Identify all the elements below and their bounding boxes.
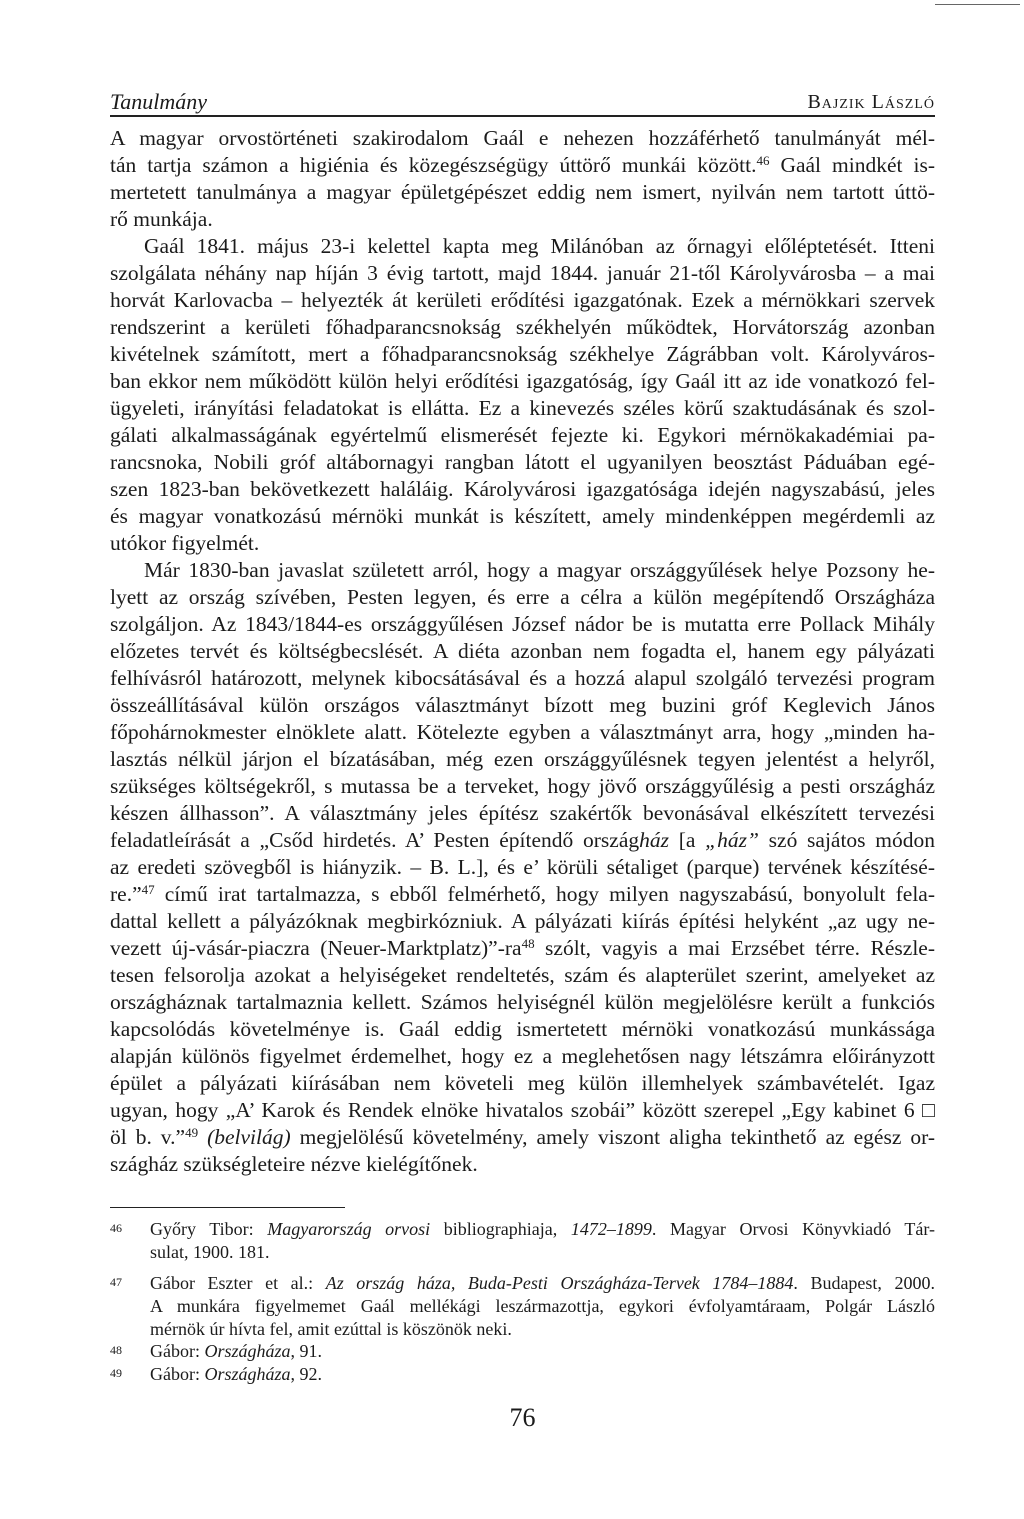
body-line: szükséges költségekről, s mutassa be a terveket, hogy jövő országgyűlésig a pesti országház xyxy=(110,774,935,798)
footnote-line xyxy=(150,1272,935,1295)
footnote-line: A munkára figyelmemet Gaál mellékági leszármazottja, egykori évfolyamtáraam, Polgár László xyxy=(150,1296,935,1316)
footnote-line xyxy=(150,1340,935,1363)
text-segment: [a xyxy=(669,828,706,852)
footnote-separator xyxy=(110,1207,345,1208)
text-segment: Győry Tibor: xyxy=(150,1219,268,1239)
text-segment: bibliographiaja, xyxy=(430,1219,571,1239)
text-segment: című irat tartalmazza, s ebből felmérhető, hogy milyen nagyszabású, bonyolult fela- xyxy=(154,882,935,906)
body-line: kapcsolódás követelménye is. Gaál eddig ismertetett mérnöki vonatkozású munkássága xyxy=(110,1017,935,1041)
footnote-number: 46 xyxy=(110,1221,122,1235)
body-line: épület a pályázati kiírásában nem követeli meg külön illemhelyek számbavételét. Igaz xyxy=(110,1071,935,1095)
scan-edge-line xyxy=(935,4,1020,5)
body-line: dattal kellett a pályázóknak megbirkózniuk. A pályázati kiírás építési helyként „az ugy ne- xyxy=(110,909,935,933)
text-segment: szó sajátos módon xyxy=(758,828,935,852)
text-segment: Gaál mindkét is- xyxy=(769,153,935,177)
footnote-ref-46: 46 xyxy=(756,153,770,168)
page-number: 76 xyxy=(509,1403,536,1432)
body-line: összeállításával külön országos választmányt bízott meg buzini gróf Keglevich János xyxy=(110,693,935,717)
body-line: ügyeleti, irányítási feladatokat is ellátta. Ez a kinevezés széles körű szaktudásának és szol- xyxy=(110,396,935,420)
footnote-49 xyxy=(110,1363,935,1386)
footnote-ref-48: 48 xyxy=(521,936,535,951)
body-line: mertetett tanulmánya a magyar épületgépészet eddig nem ismert, nyilván nem tartott úttö- xyxy=(110,180,935,204)
body-line: szen 1823-ban bekövetkezett haláláig. Károlyvárosi igazgatósága idején nagyszabású, jeles xyxy=(110,477,935,501)
body-line: készen állhasson”. A választmány jeles építész szakértők bevonásával elkészített tervezési xyxy=(110,801,935,825)
body-line xyxy=(110,827,935,854)
footnote-47 xyxy=(110,1272,935,1341)
body-line: szágház szükségleteire nézve kielégítőnek. xyxy=(110,1152,478,1176)
author-name: Bajzik László xyxy=(807,91,935,113)
text-segment: Gábor: xyxy=(150,1341,205,1361)
body-line: országháznak tartalmaznia kellett. Számos helyiségnél külön megjelölésre került a funkciós xyxy=(110,990,935,1014)
body-line: lyett az ország szívében, Pesten legyen, és erre a célra a külön megépítendő Országháza xyxy=(110,585,935,609)
body-line: rancsnoka, Nobili gróf altábornagyi rangban látott el ugyanilyen beosztást Páduában egé- xyxy=(110,450,935,474)
paragraph xyxy=(110,125,935,233)
text-segment: feladatleírását a „Csőd hirdetés. A’ Pesten építendő ország xyxy=(110,828,640,852)
footnote-number: 47 xyxy=(110,1275,122,1289)
italic-segment: Országháza xyxy=(204,1341,291,1361)
body-line: főpohárnokmester elnöklete alatt. Kötelezte egyben a választmányt arra, hogy „minden ha- xyxy=(110,720,935,744)
italic-segment: Országháza xyxy=(204,1364,291,1384)
body-line: az eredeti szövegből is hiányzik. – B. L.], és e’ körüli sétaliget (parque) tervének készítésé- xyxy=(110,855,935,879)
body-line: Már 1830-ban javaslat született arról, hogy a magyar országgyűlések helye Pozsony he- xyxy=(144,558,935,582)
body-line: felhívásról határozott, melynek kibocsátásával és a hozzá alapul szolgáló tervezési program xyxy=(110,666,935,690)
body-line: ban ekkor nem működött külön helyi erődítési igazgatóság, így Gaál itt az ide vonatkozó fel- xyxy=(110,369,935,393)
body-line: rő munkája. xyxy=(110,207,213,231)
running-header xyxy=(110,89,935,115)
footnote-line: mérnök úr hívta fel, amit ezúttal is köszönök neki. xyxy=(150,1319,512,1339)
footnote-ref-49: 49 xyxy=(185,1125,199,1140)
text-segment: megjelölésű követelmény, amely viszont aligha tekinthető az egész or- xyxy=(290,1125,936,1149)
italic-segment: „ház” xyxy=(705,828,759,852)
italic-segment: (belvilág) xyxy=(198,1125,291,1149)
italic-segment: ház xyxy=(639,828,669,852)
body-line: rendszerint a kerületi főhadparancsnokság székhelyén működtek, Horvátország azonban xyxy=(110,315,935,339)
body-line: előzetes tervét és költségbecslését. A diéta azonban nem fogadta el, hanem egy pályázati xyxy=(110,639,935,663)
body-line: utókor figyelmét. xyxy=(110,531,260,555)
body-line: tesen felsorolja azokat a helyiségeket rendeltetés, szám és alapterület szerint, amelyeket az xyxy=(110,963,935,987)
text-segment: Gábor Eszter et al.: xyxy=(150,1273,326,1293)
footnote-line xyxy=(150,1363,935,1386)
body-line: horvát Karlovacba – helyezték át kerületi erődítési igazgatónak. Ezek a mérnökkari szervek xyxy=(110,288,935,312)
text-segment: szólt, vagyis a mai Erzsébet térre. Részle- xyxy=(534,936,935,960)
body-line: kivételnek számított, mert a főhadparancsnokság székhelye Zágrábban volt. Károlyváros- xyxy=(110,342,935,366)
body-line: szolgálata néhány nap híján 3 évig tartott, majd 1844. január 21-től Károlyvárosba – a mai xyxy=(110,261,935,285)
body-line xyxy=(110,152,935,179)
text-segment: . Magyar Orvosi Könyvkiadó Tár- xyxy=(651,1219,935,1239)
footnote-number: 48 xyxy=(110,1343,122,1357)
body-line: szolgáljon. Az 1843/1844-es országgyűlésen József nádor be is mutatta erre Pollack Mihály xyxy=(110,612,935,636)
footnote-line xyxy=(150,1218,935,1241)
footnote-48 xyxy=(110,1340,935,1363)
body-line xyxy=(110,935,935,962)
text-segment: , 92. xyxy=(290,1364,323,1384)
footnote-line: sulat, 1900. 181. xyxy=(150,1242,270,1262)
body-line: A magyar orvostörténeti szakirodalom Gaál e nehezen hozzáférhető tanulmányát mél- xyxy=(110,126,935,150)
paragraph xyxy=(110,557,935,1178)
italic-segment: Az ország háza, Buda-Pesti Országháza-Tervek 1784–1884 xyxy=(325,1273,794,1293)
body-line xyxy=(110,1124,935,1151)
footnote-46 xyxy=(110,1218,935,1264)
body-line xyxy=(110,881,935,908)
body-line: gálati alkalmasságának egyértelmű elismerését fejezte ki. Egykori mérnökakadémiai pa- xyxy=(110,423,935,447)
text-segment: öl b. v.” xyxy=(110,1125,186,1149)
body-line: lasztás nélkül járjon el bízatásában, még ezen országgyűlésnek tegyen jelentést a helyről, xyxy=(110,747,935,771)
footnote-ref-47: 47 xyxy=(141,882,155,897)
italic-segment: 1472–1899 xyxy=(570,1219,652,1239)
italic-segment: Magyarország orvosi xyxy=(267,1219,431,1239)
text-segment: re.” xyxy=(110,882,142,906)
body-line: ugyan, hogy „A’ Karok és Rendek elnöke hivatalos szobái” között szerepel „Egy kabinet 6 □ xyxy=(110,1098,935,1122)
paragraph xyxy=(110,233,935,557)
body-line: Gaál 1841. május 23-i kelettel kapta meg Milánóban az őrnagyi előléptetését. Itteni xyxy=(144,234,935,258)
section-title: Tanulmány xyxy=(110,89,207,114)
text-segment: , 91. xyxy=(290,1341,323,1361)
text-segment: Gábor: xyxy=(150,1364,205,1384)
body-line: alapján különös figyelmet érdemelhet, hogy ez a meglehetősen nagy létszámra előirányzott xyxy=(110,1044,935,1068)
footnote-number: 49 xyxy=(110,1366,122,1380)
text-segment: . Budapest, 2000. xyxy=(793,1273,935,1293)
text-segment: vezett új-vásár-piaczra (Neuer-Marktplatz)”-ra xyxy=(110,936,522,960)
text-segment: tán tartja számon a higiénia és közegészségügy úttörő munkái között. xyxy=(110,153,757,177)
body-line: és magyar vonatkozású mérnöki munkát is készített, amely mindenképpen megérdemli az xyxy=(110,504,935,528)
header-rule xyxy=(110,115,935,117)
body-text xyxy=(110,125,935,1178)
